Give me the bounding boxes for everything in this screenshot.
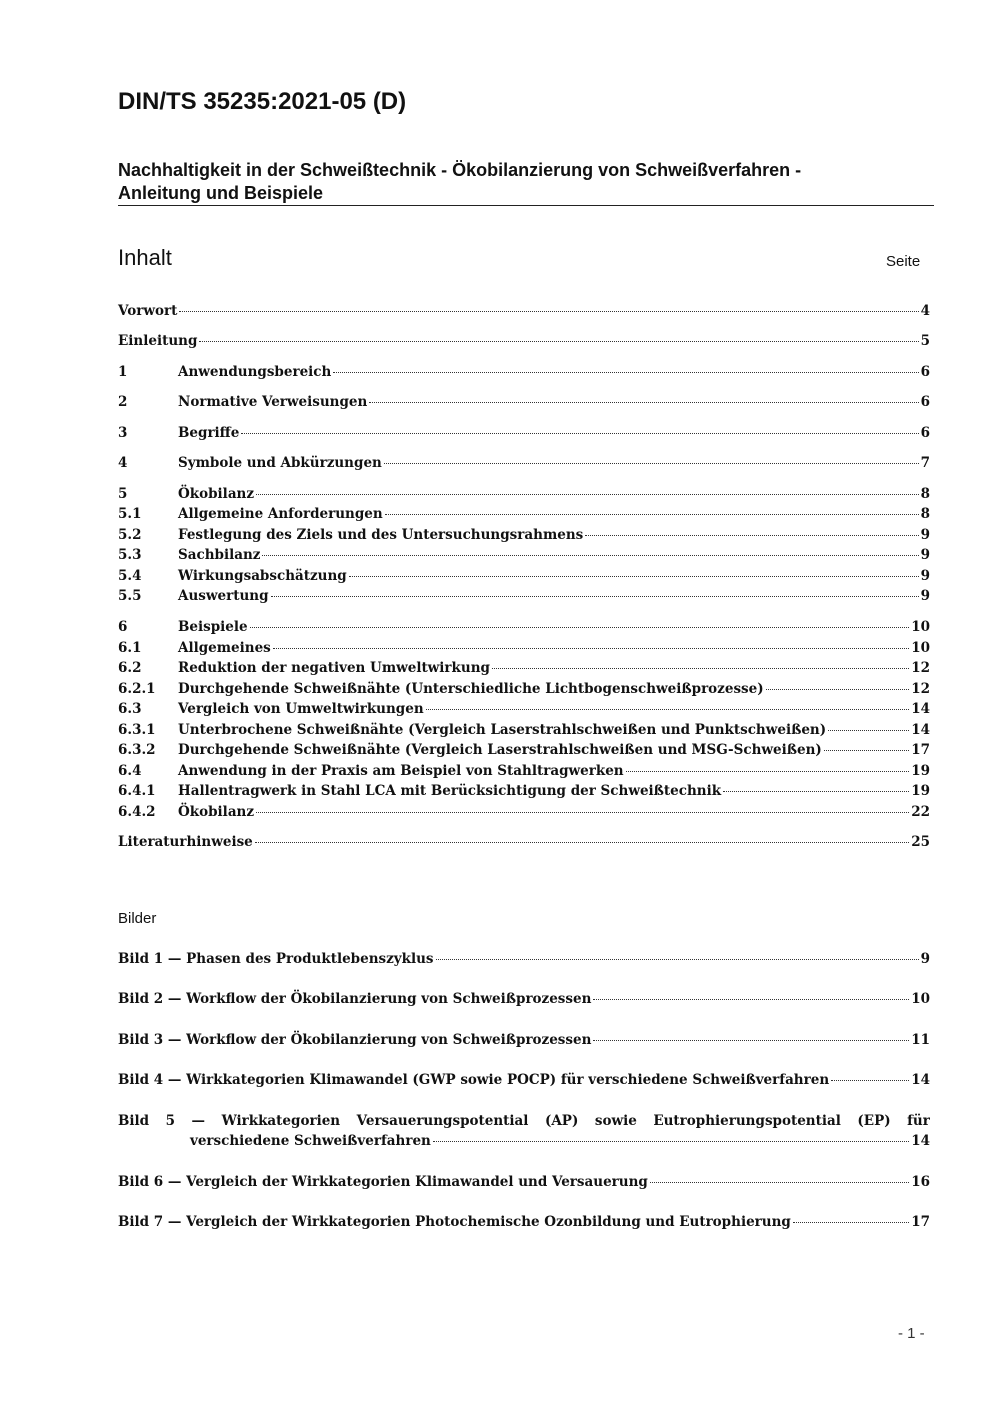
figure-entry-label-continued: verschiedene Schweißverfahren xyxy=(190,1133,431,1149)
toc-entry[interactable] xyxy=(118,783,930,803)
title-divider xyxy=(118,205,934,206)
toc-entry[interactable] xyxy=(118,303,930,323)
toc-page-column-label: Seite xyxy=(886,253,921,270)
figure-dot-leader xyxy=(593,1040,909,1041)
figure-label-word: für xyxy=(907,1113,930,1129)
toc-entry-page: 19 xyxy=(911,763,930,779)
figure-label-word: (EP) xyxy=(857,1113,891,1129)
figure-entry-label: Bild 4 — Wirkkategorien Klimawandel (GWP sowie POCP) für verschiedene Schweißverfahren xyxy=(118,1072,830,1088)
toc-entry-label: Reduktion der negativen Umweltwirkung xyxy=(178,660,490,676)
toc-entry-page: 6 xyxy=(920,425,930,441)
toc-entry-page: 14 xyxy=(911,701,930,717)
toc-entry[interactable] xyxy=(118,722,930,742)
figure-entry[interactable] xyxy=(118,1113,930,1153)
subtitle-line-2: Anleitung und Beispiele xyxy=(118,183,324,203)
toc-dot-leader xyxy=(766,689,910,690)
toc-entry[interactable] xyxy=(118,527,930,547)
document-title: DIN/TS 35235:2021-05 (D) xyxy=(118,88,407,115)
toc-dot-leader xyxy=(384,463,919,464)
toc-entry-number: 4 xyxy=(118,455,128,471)
toc-entry-page: 6 xyxy=(920,394,930,410)
toc-entry-page: 4 xyxy=(920,303,930,319)
toc-dot-leader xyxy=(256,812,909,813)
toc-entry-label: Auswertung xyxy=(178,588,269,604)
toc-entry-page: 10 xyxy=(911,640,930,656)
toc-entry-number: 6.4 xyxy=(118,763,142,779)
toc-entry-label: Wirkungsabschätzung xyxy=(178,568,347,584)
toc-entry[interactable] xyxy=(118,568,930,588)
toc-entry-page: 9 xyxy=(920,568,930,584)
toc-entry-number: 5 xyxy=(118,486,128,502)
toc-entry[interactable] xyxy=(118,834,930,854)
toc-entry-label: Festlegung des Ziels und des Untersuchungsrahmens xyxy=(178,527,584,543)
toc-entry-page: 25 xyxy=(911,834,930,850)
toc-entry-number: 5.1 xyxy=(118,506,142,522)
toc-dot-leader xyxy=(241,433,918,434)
figure-entry-page: 17 xyxy=(911,1214,930,1230)
figure-entry[interactable] xyxy=(118,991,930,1007)
toc-dot-leader xyxy=(626,771,910,772)
figure-dot-leader xyxy=(793,1222,909,1223)
figure-entry-page: 14 xyxy=(911,1072,930,1088)
toc-entry-number: 3 xyxy=(118,425,128,441)
toc-entry-number: 6.2 xyxy=(118,660,142,676)
toc-dot-leader xyxy=(250,627,910,628)
toc-entry[interactable] xyxy=(118,425,930,445)
toc-heading: Inhalt xyxy=(118,245,172,270)
toc-entry-page: 12 xyxy=(911,681,930,697)
toc-dot-leader xyxy=(273,648,909,649)
toc-entry[interactable] xyxy=(118,763,930,783)
figure-entry-page: 14 xyxy=(911,1133,930,1149)
toc-entry-label: Symbole und Abkürzungen xyxy=(178,455,382,471)
toc-dot-leader xyxy=(824,750,909,751)
figure-entry-label: Bild 3 — Workflow der Ökobilanzierung von Schweißprozessen xyxy=(118,1032,592,1048)
toc-entry-label: Vorwort xyxy=(118,303,178,319)
figure-label-word: Bild xyxy=(118,1113,150,1129)
toc-entry[interactable] xyxy=(118,394,930,414)
figure-label-word: (AP) xyxy=(544,1113,579,1129)
toc-dot-leader xyxy=(333,372,918,373)
figure-entry[interactable] xyxy=(118,1174,930,1190)
document-subtitle xyxy=(118,159,918,205)
toc-entry-label: Literaturhinweise xyxy=(118,834,253,850)
toc-entry-label: Unterbrochene Schweißnähte (Vergleich Laserstrahlschweißen und Punktschweißen) xyxy=(178,722,827,738)
toc-entry-label: Durchgehende Schweißnähte (Vergleich Laserstrahlschweißen und MSG-Schweißen) xyxy=(178,742,822,758)
toc-dot-leader xyxy=(385,514,919,515)
toc-entry-number: 5.5 xyxy=(118,588,142,604)
toc-entry[interactable] xyxy=(118,640,930,660)
toc-entry[interactable] xyxy=(118,742,930,762)
toc-entry-page: 10 xyxy=(911,619,930,635)
figure-label-word: — xyxy=(191,1113,206,1129)
toc-entry-label: Anwendungsbereich xyxy=(178,364,332,380)
toc-dot-leader xyxy=(255,842,909,843)
figure-label-word: 5 xyxy=(165,1113,176,1129)
toc-entry-number: 5.2 xyxy=(118,527,142,543)
toc-entry-page: 6 xyxy=(920,364,930,380)
toc-entry-label: Anwendung in der Praxis am Beispiel von Stahltragwerken xyxy=(178,763,624,779)
toc-entry[interactable] xyxy=(118,486,930,506)
toc-dot-leader xyxy=(262,555,918,556)
toc-entry-page: 22 xyxy=(911,804,930,820)
figure-entry-page: 9 xyxy=(920,951,930,967)
toc-entry-page: 8 xyxy=(920,486,930,502)
figure-entry-label: Bild 2 — Workflow der Ökobilanzierung von Schweißprozessen xyxy=(118,991,592,1007)
toc-entry-page: 9 xyxy=(920,547,930,563)
figure-label-word: Eutrophierungspotential xyxy=(653,1113,841,1129)
figure-entry-label: Bild 1 — Phasen des Produktlebenszyklus xyxy=(118,951,434,967)
figure-entry-label: Bild 7 — Vergleich der Wirkkategorien Photochemische Ozonbildung und Eutrophierung xyxy=(118,1214,791,1230)
figure-entry[interactable] xyxy=(118,1072,930,1088)
toc-entry[interactable] xyxy=(118,364,930,384)
figure-label-word: sowie xyxy=(594,1113,637,1129)
toc-entry-number: 5.3 xyxy=(118,547,142,563)
figure-dot-leader xyxy=(436,959,919,960)
toc-entry-label: Ökobilanz xyxy=(178,486,255,502)
subtitle-line-1: Nachhaltigkeit in der Schweißtechnik - Ökobilanzierung von Schweißverfahren - xyxy=(118,160,802,180)
toc-dot-leader xyxy=(723,791,909,792)
toc-dot-leader xyxy=(426,709,910,710)
toc-entry-number: 6.2.1 xyxy=(118,681,156,697)
toc-entry-label: Hallentragwerk in Stahl LCA mit Berücksichtigung der Schweißtechnik xyxy=(178,783,722,799)
toc-entry-page: 14 xyxy=(911,722,930,738)
toc-dot-leader xyxy=(828,730,909,731)
toc-dot-leader xyxy=(492,668,909,669)
toc-entry-number: 1 xyxy=(118,364,128,380)
toc-entry-label: Ökobilanz xyxy=(178,804,255,820)
toc-entry-label: Allgemeines xyxy=(178,640,271,656)
toc-dot-leader xyxy=(369,402,918,403)
figure-entry[interactable] xyxy=(118,1214,930,1230)
toc-entry-page: 8 xyxy=(920,506,930,522)
toc-entry[interactable] xyxy=(118,333,930,353)
toc-entry-page: 7 xyxy=(920,455,930,471)
toc-dot-leader xyxy=(271,596,919,597)
figure-entry-page: 10 xyxy=(911,991,930,1007)
toc-entry[interactable] xyxy=(118,619,930,639)
toc-entry-page: 19 xyxy=(911,783,930,799)
figure-entry-page: 11 xyxy=(911,1032,930,1048)
toc-entry-number: 6 xyxy=(118,619,128,635)
toc-entry-number: 6.3.1 xyxy=(118,722,156,738)
toc-entry[interactable] xyxy=(118,506,930,526)
figure-entry-page: 16 xyxy=(911,1174,930,1190)
figures-heading: Bilder xyxy=(118,910,157,927)
toc-entry[interactable] xyxy=(118,681,930,701)
toc-dot-leader xyxy=(585,535,918,536)
toc-entry-number: 6.4.2 xyxy=(118,804,156,820)
toc-dot-leader xyxy=(179,311,918,312)
toc-entry-number: 5.4 xyxy=(118,568,142,584)
toc-entry-label: Vergleich von Umweltwirkungen xyxy=(178,701,424,717)
toc-entry-label: Beispiele xyxy=(178,619,248,635)
figure-dot-leader xyxy=(831,1080,909,1081)
figure-entry-label: Bild 6 — Vergleich der Wirkkategorien Klimawandel und Versauerung xyxy=(118,1174,648,1190)
toc-dot-leader xyxy=(256,494,919,495)
toc-dot-leader xyxy=(199,341,918,342)
figure-label-word: Versauerungspotential xyxy=(356,1113,529,1129)
toc-entry-label: Begriffe xyxy=(178,425,240,441)
toc-dot-leader xyxy=(349,576,919,577)
toc-entry-number: 6.4.1 xyxy=(118,783,156,799)
toc-entry-label: Einleitung xyxy=(118,333,198,349)
page-number: - 1 - xyxy=(898,1325,925,1342)
figure-dot-leader xyxy=(650,1182,909,1183)
figure-dot-leader xyxy=(433,1141,909,1142)
figure-label-word: Wirkkategorien xyxy=(221,1113,341,1129)
toc-entry-label: Normative Verweisungen xyxy=(178,394,368,410)
toc-entry[interactable] xyxy=(118,804,930,824)
toc-entry-page: 5 xyxy=(920,333,930,349)
toc-entry-number: 6.1 xyxy=(118,640,142,656)
figure-entry[interactable] xyxy=(118,1032,930,1048)
toc-entry-number: 6.3 xyxy=(118,701,142,717)
toc-entry-label: Allgemeine Anforderungen xyxy=(178,506,383,522)
toc-entry-page: 9 xyxy=(920,588,930,604)
toc-entry[interactable] xyxy=(118,588,930,608)
toc-entry-page: 9 xyxy=(920,527,930,543)
figure-entry-label xyxy=(118,1113,930,1133)
figure-dot-leader xyxy=(593,999,909,1000)
figure-entry[interactable] xyxy=(118,951,930,967)
toc-entry[interactable] xyxy=(118,455,930,475)
toc-entry-number: 2 xyxy=(118,394,128,410)
toc-entry[interactable] xyxy=(118,660,930,680)
toc-entry[interactable] xyxy=(118,547,930,567)
toc-entry-page: 17 xyxy=(911,742,930,758)
toc-entry-page: 12 xyxy=(911,660,930,676)
toc-entry-number: 6.3.2 xyxy=(118,742,156,758)
toc-entry[interactable] xyxy=(118,701,930,721)
toc-entry-label: Sachbilanz xyxy=(178,547,261,563)
toc-entry-label: Durchgehende Schweißnähte (Unterschiedliche Lichtbogenschweißprozesse) xyxy=(178,681,764,697)
